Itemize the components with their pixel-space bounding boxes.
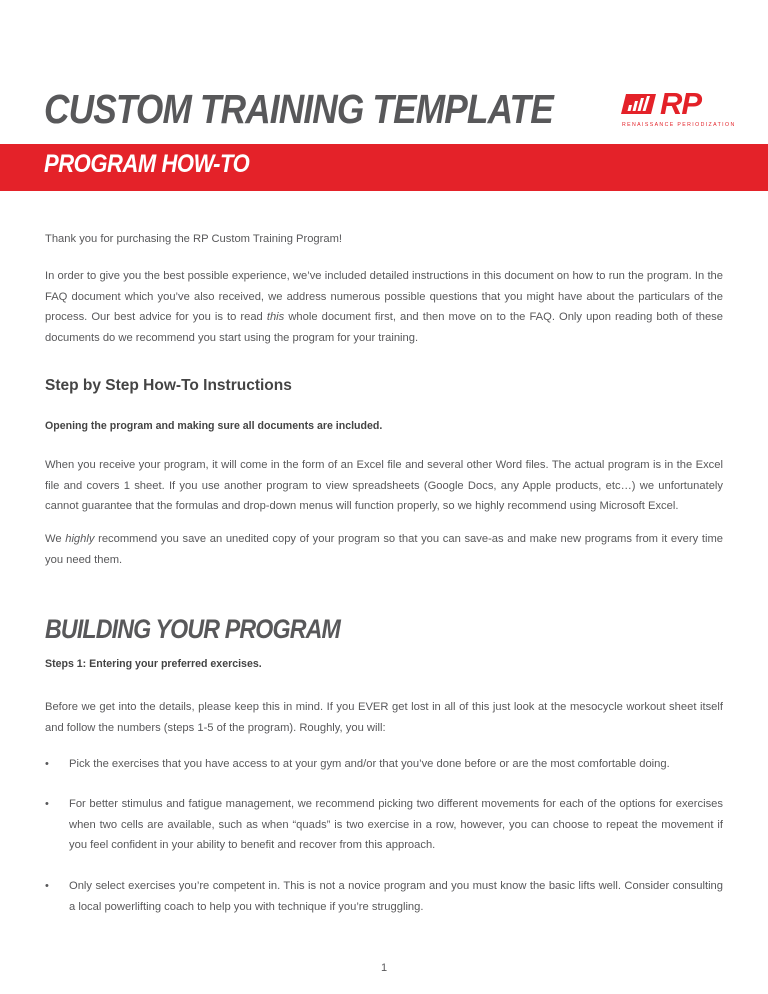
document-title: CUSTOM TRAINING TEMPLATE [44, 86, 553, 132]
list-item-text: Only select exercises you’re competent in. This is not a novice program and you must know the basic lifts well. Consider consulting a local powerlifting coach to help you with technique if you’re struggling. [69, 880, 723, 913]
building-subheading: Steps 1: Entering your preferred exercises. [45, 658, 262, 670]
intro-text-b: whole document first, and then move on to the FAQ. Only upon reading both of these documents do we recommend you start using the program for your training. [45, 311, 723, 344]
logo-tagline: RENAISSANCE PERIODIZATION [622, 122, 736, 128]
list-item-text: For better stimulus and fatigue management, we recommend picking two different movements for each of the options for exercises when two cells are available, such as when “quads” is two exercise in a row, however, you can choose to repeat the movement if you feel confident in your ability to benefit and recover from this approach. [69, 798, 723, 851]
howto-subheading: Opening the program and making sure all documents are included. [45, 420, 383, 432]
intro-paragraph [45, 266, 723, 348]
bullet-dot: • [45, 798, 49, 810]
logo-letters: RP [660, 86, 702, 121]
list-item-text: Pick the exercises that you have access to at your gym and/or that you’ve done before or are the most comfortable doing. [69, 758, 670, 770]
howto-paragraph-1: When you receive your program, it will come in the form of an Excel file and several other Word files. The actual program is in the Excel file and covers 1 sheet. If you use another program to view spreadsheets (Google Docs, any Apple products, etc…) we unfortunately cannot guarantee that the formulas and drop-down menus will function properly, so we highly recommend using Microsoft Excel. [45, 459, 723, 512]
howto-p2-emphasis: highly [65, 533, 95, 545]
building-paragraph: Before we get into the details, please keep this in mind. If you EVER get lost in all of this just look at the mesocycle workout sheet itself and follow the numbers (steps 1-5 of the program). Roughly, you will: [45, 701, 723, 734]
banner-title: PROGRAM HOW-TO [44, 150, 250, 178]
section-banner [0, 144, 768, 191]
howto-heading: Step by Step How-To Instructions [45, 377, 292, 394]
howto-p2-text-b: recommend you save an unedited copy of your program so that you can save-as and make new programs from it every time you need them. [45, 533, 723, 566]
building-heading: BUILDING YOUR PROGRAM [45, 614, 340, 644]
howto-paragraph-2 [45, 529, 723, 570]
bullet-dot: • [45, 758, 49, 770]
page-number: 1 [380, 962, 388, 974]
rp-logo [620, 86, 736, 132]
howto-p2-text-a: We [45, 533, 66, 545]
bar-chart-icon [620, 92, 656, 116]
intro-text-a: In order to give you the best possible experience, we’ve included detailed instructions in this document on how to run the program. In the FAQ document which you’ve also received, we address numerous possible questions that you might have about the particulars of the process. Our best advice for you is to read [45, 270, 723, 323]
thanks-paragraph: Thank you for purchasing the RP Custom Training Program! [45, 233, 343, 245]
intro-emphasis: this [266, 311, 285, 323]
bullet-dot: • [45, 880, 49, 892]
